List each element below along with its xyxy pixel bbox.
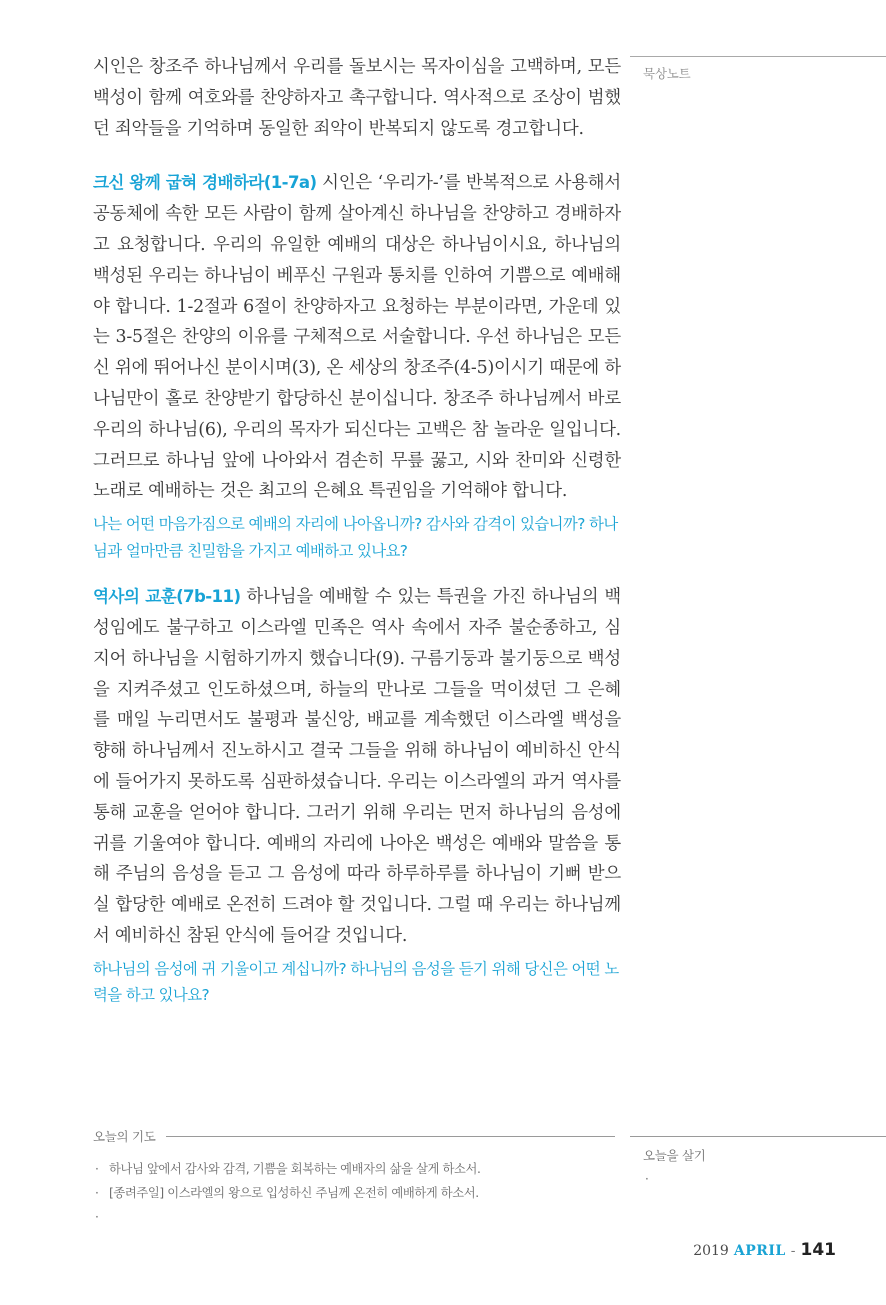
footer-year: 2019 (693, 1243, 729, 1259)
prayer-item (95, 1157, 615, 1181)
sidebar-title: 묵상노트 (643, 66, 691, 81)
reflection-question: 나는 어떤 마음가짐으로 예배의 자리에 나아옵니까? 감사와 감격이 있습니까? 하나님과 얼마만큼 친밀함을 가지고 예배하고 있나요? (93, 515, 618, 560)
sidebar-divider (630, 56, 886, 57)
page-footer (693, 1240, 836, 1260)
living-section (630, 1136, 886, 1186)
section-heading: 크신 왕께 굽혀 경배하라(1-7a) (93, 173, 317, 193)
prayer-item (95, 1181, 615, 1205)
prayer-item (95, 1205, 615, 1229)
bullet-icon: · (95, 1162, 99, 1176)
prayer-divider (166, 1136, 615, 1137)
bullet-icon: · (95, 1186, 99, 1200)
footer-separator: - (790, 1243, 796, 1259)
prayer-list (95, 1157, 615, 1229)
bullet-icon: · (95, 1210, 99, 1224)
prayer-item-text: 하나님 앞에서 감사와 감격, 기쁨을 회복하는 예배자의 삶을 살게 하소서. (109, 1162, 481, 1176)
section-paragraph (93, 168, 621, 507)
intro-paragraph: 시인은 창조주 하나님께서 우리를 돌보시는 목자이심을 고백하며, 모든 백성이 함께 여호와를 찬양하자고 촉구합니다. 역사적으로 조상이 범했던 죄악들을 기억하며 동일한 죄악이 반복되지 않도록 경고합니다. (93, 57, 621, 139)
prayer-item-text: [종려주일] 이스라엘의 왕으로 입성하신 주님께 온전히 예배하게 하소서. (109, 1186, 479, 1200)
living-title: 오늘을 살기 (643, 1148, 706, 1163)
section-body: 하나님을 예배할 수 있는 특권을 가진 하나님의 백성임에도 불구하고 이스라엘 민족은 역사 속에서 자주 불순종하고, 심지어 하나님을 시험하기까지 했습니다(9). 구름기둥과 불기둥으로 백성을 지켜주셨고 인도하셨으며, 하늘의 만나로 그들을 먹이셨던 그 은혜를 매일 누리면서도 불평과 불신앙, 배교를 계속했던 이스라엘 백성을 향해 하나님께서 진노하시고 결국 그들을 위해 하나님이 예비하신 안식에 들어가지 못하도록 심판하셨습니다. 우리는 이스라엘의 과거 역사를 통해 교훈을 얻어야 합니다. 그러기 위해 우리는 먼저 하나님의 음성에 귀를 기울여야 합니다. 예배의 자리에 나아온 백성은 예배와 말씀을 통해 주님의 음성을 듣고 그 음성에 따라 하루하루를 하나님이 기뻐 받으실 합당한 예배로 온전히 드려야 할 것입니다. 그럴 때 우리는 하나님께서 예비하신 참된 안식에 들어갈 것입니다. (93, 587, 621, 946)
prayer-section (93, 1127, 615, 1229)
prayer-header (93, 1127, 615, 1145)
section-heading: 역사의 교훈(7b-11) (93, 587, 241, 607)
reflection-question: 하나님의 음성에 귀 기울이고 계십니까? 하나님의 음성을 듣기 위해 당신은 어떤 노력을 하고 있나요? (93, 959, 619, 1005)
page-number: 141 (800, 1240, 836, 1260)
bullet-icon: · (645, 1172, 649, 1186)
prayer-title: 오늘의 기도 (93, 1129, 156, 1144)
living-divider (630, 1136, 886, 1137)
section-body: 시인은 ‘우리가-’를 반복적으로 사용해서 공동체에 속한 모든 사람이 함께 살아계신 하나님을 찬양하고 경배하자고 요청합니다. 우리의 유일한 예배의 대상은 하나님이시요, 하나님의 백성된 우리는 하나님이 베푸신 구원과 통치를 인하여 기쁨으로 예배해야 합니다. 1-2절과 6절이 찬양하자고 요청하는 부분이라면, 가운데 있는 3-5절은 찬양의 이유를 구체적으로 서술합니다. 우선 하나님은 모든 신 위에 뛰어나신 분이시며(3), 온 세상의 창조주(4-5)이시기 때문에 하나님만이 홀로 찬양받기 합당하신 분이십니다. 창조주 하나님께서 바로 우리의 하나님(6), 우리의 목자가 되신다는 고백은 참 놀라운 일입니다. 그러므로 하나님 앞에 나아와서 겸손히 무릎 꿇고, 시와 찬미와 신령한 노래로 예배하는 것은 최고의 은혜요 특권임을 기억해야 합니다. (93, 173, 621, 502)
section-paragraph (93, 582, 621, 952)
main-text (93, 52, 621, 1009)
footer-month: APRIL (733, 1243, 786, 1259)
